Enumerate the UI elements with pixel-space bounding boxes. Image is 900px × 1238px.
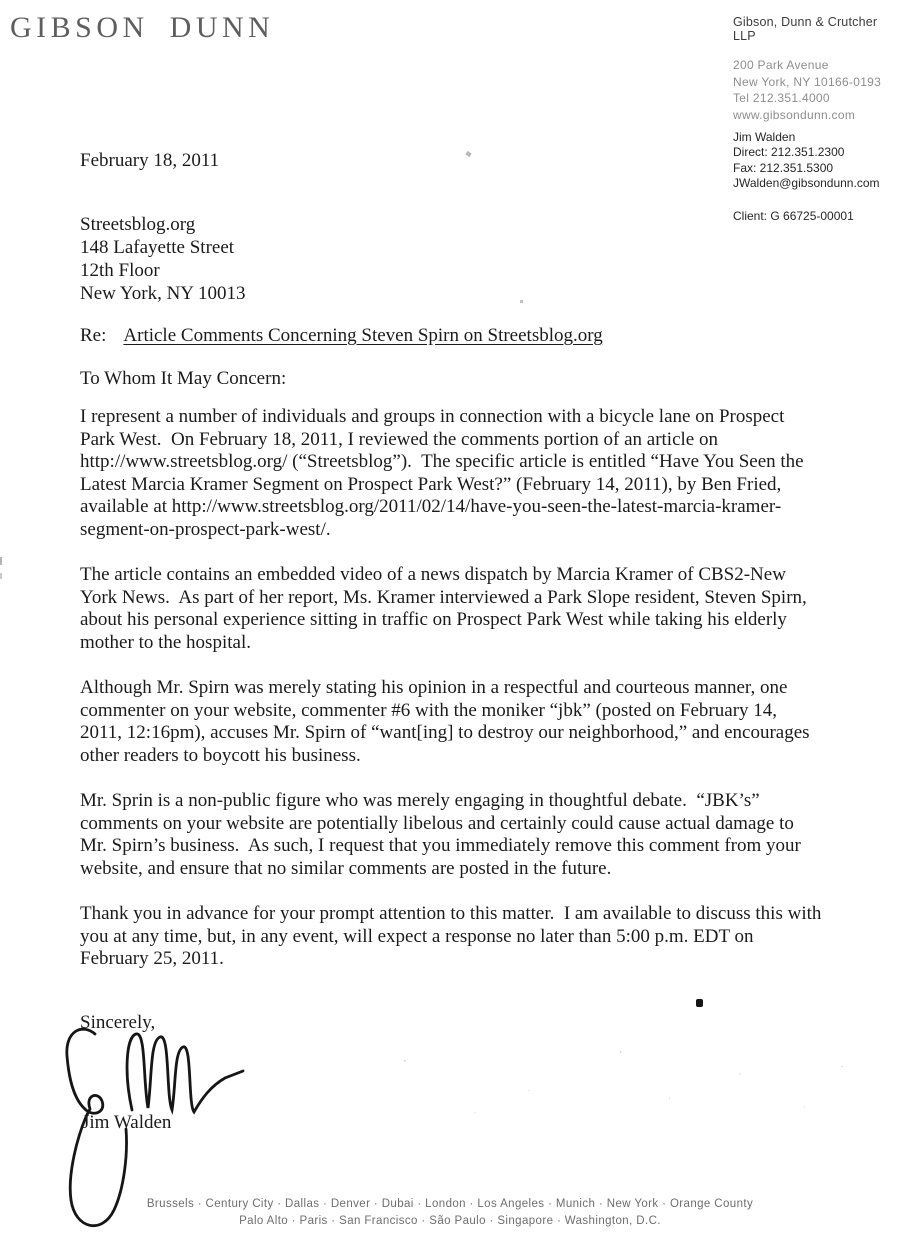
paragraph: Although Mr. Spirn was merely stating his opinion in a respectful and courteous manner, one commenter on your website, commenter #6 with the moniker “jbk” (posted on February 14, 2011, 12:16pm), accuses Mr. Spirn of “want[ing] to destroy our neighborhood,” and encourages other readers to boycott his business. — [80, 677, 815, 766]
scan-speck — [465, 151, 471, 157]
attorney-direct-phone: Direct: 212.351.2300 — [733, 145, 845, 160]
attorney-fax: Fax: 212.351.5300 — [733, 160, 834, 175]
scan-speck — [696, 999, 703, 1007]
client-number: Client: G 66725-00001 — [733, 209, 854, 223]
firm-logo: GIBSON DUNN — [10, 11, 275, 44]
recipient-address-block — [80, 213, 246, 305]
re-label: Re: — [80, 325, 107, 346]
letterhead-right-column — [733, 15, 898, 123]
letter-date: February 18, 2011 — [80, 150, 220, 171]
attorney-contact-block — [733, 130, 879, 191]
scan-speck — [0, 573, 2, 579]
closing: Sincerely, — [80, 1012, 156, 1033]
recipient-floor: 12th Floor — [80, 260, 160, 281]
footer-offices-line2: Palo Alto · Paris · San Francisco · São Paulo · Singapore · Washington, D.C. — [239, 1215, 661, 1227]
firm-website: www.gibsondunn.com — [733, 107, 856, 122]
re-line — [80, 325, 603, 347]
scan-noise — [340, 1030, 880, 1140]
attorney-name: Jim Walden — [733, 130, 796, 144]
paragraph: Thank you in advance for your prompt attention to this matter. I am available to discuss this with you at any time, but, in any event, will expect a response no later than 5:00 p.m. EDT on February 25, 2011. — [80, 903, 827, 970]
letter-body — [80, 406, 827, 993]
firm-phone: Tel 212.351.4000 — [733, 91, 830, 105]
recipient-name: Streetsblog.org — [80, 214, 196, 235]
signer-name: Jim Walden — [82, 1112, 172, 1133]
paragraph: Mr. Sprin is a non-public figure who was merely engaging in thoughtful debate. “JBK’s” comments on your website are potentially libelous and certainly could cause actual damage to Mr. Spirn’s business. As such, I request that you immediately remove this comment from your website, and ensure that no similar comments are posted in the future. — [80, 790, 806, 879]
scan-speck — [0, 557, 2, 565]
firm-address-line: 200 Park Avenue — [733, 58, 829, 72]
firm-address-block — [733, 57, 898, 123]
footer-office-list — [0, 1196, 900, 1230]
attorney-email: JWalden@gibsondunn.com — [733, 175, 880, 190]
scan-speck — [520, 300, 523, 303]
paragraph: I represent a number of individuals and groups in connection with a bicycle lane on Prospect Park West. On February 18, 2011, I reviewed the comments portion of an article on http://www.streetsblog.org/ (“Streetsblog”). The specific article is entitled “Have You Seen the Latest Marcia Kramer Segment on Prospect Park West?” (February 14, 2011), by Ben Fried, available at http://www.streetsblog.org/2011/02/14/have-you-seen-the-latest-marcia-kramer-segment-on-prospect-park-west/. — [80, 406, 809, 540]
recipient-city: New York, NY 10013 — [80, 283, 246, 304]
firm-address-line: New York, NY 10166-0193 — [733, 74, 882, 89]
re-subject: Article Comments Concerning Steven Spirn on Streetsblog.org — [123, 325, 603, 346]
firm-name: Gibson, Dunn & Crutcher LLP — [733, 15, 878, 43]
footer-offices-line1: Brussels · Century City · Dallas · Denver · Dubai · London · Los Angeles · Munich · New York · Orange County — [146, 1198, 754, 1210]
recipient-street: 148 Lafayette Street — [80, 237, 235, 258]
paragraph: The article contains an embedded video of a news dispatch by Marcia Kramer of CBS2-New York News. As part of her report, Ms. Kramer interviewed a Park Slope resident, Steven Spirn, about his personal experience sitting in traffic on Prospect Park West while taking his elderly mother to the hospital. — [80, 564, 812, 653]
salutation: To Whom It May Concern: — [80, 368, 287, 389]
